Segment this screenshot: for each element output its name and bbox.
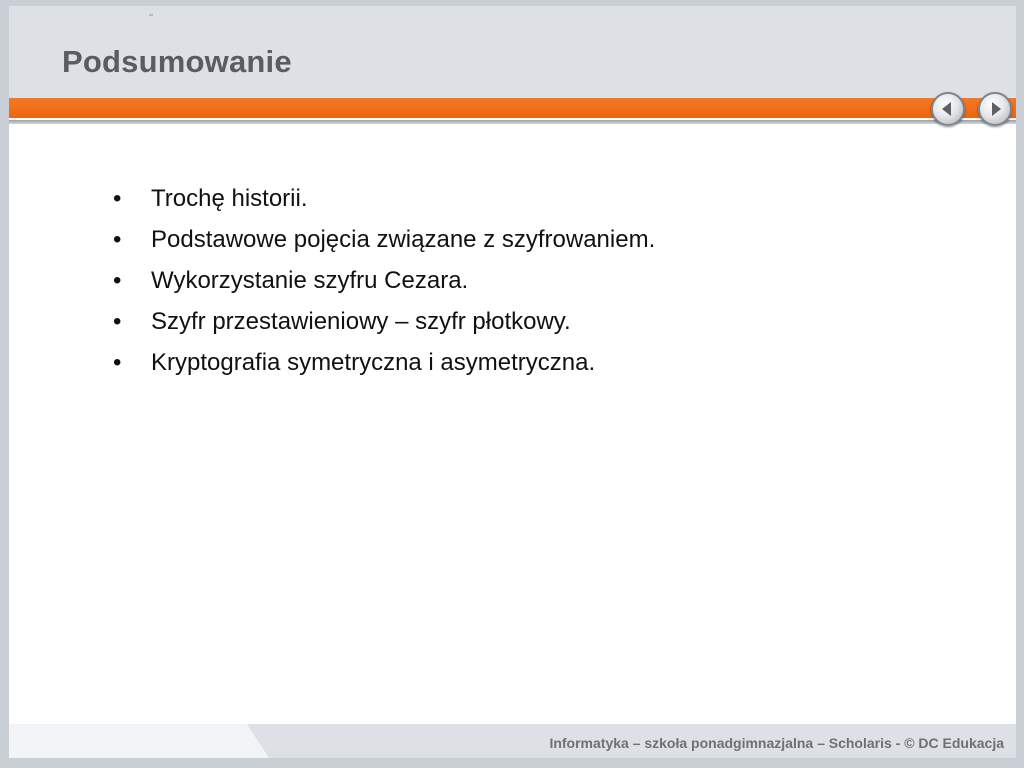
header-mark bbox=[149, 14, 153, 16]
bullet-item bbox=[109, 178, 655, 219]
slide-title: Podsumowanie bbox=[62, 44, 292, 79]
previous-slide-button[interactable] bbox=[931, 92, 965, 126]
slide-header bbox=[9, 6, 1016, 98]
bullet-text: Podstawowe pojęcia związane z szyfrowaniem. bbox=[151, 226, 656, 253]
footer-text: Informatyka – szkoła ponadgimnazjalna – Scholaris - © DC Edukacja bbox=[549, 735, 1004, 751]
bullet-item bbox=[109, 342, 655, 383]
arrow-left-icon bbox=[933, 94, 963, 124]
bullet-text: Szyfr przestawieniowy – szyfr płotkowy. bbox=[151, 308, 571, 335]
bullet-text: Wykorzystanie szyfru Cezara. bbox=[151, 267, 469, 294]
header-divider bbox=[9, 120, 1016, 124]
bullet-dot: • bbox=[113, 226, 122, 253]
bullet-text: Trochę historii. bbox=[151, 185, 308, 212]
accent-bar bbox=[9, 98, 1016, 118]
bullet-dot: • bbox=[113, 267, 122, 294]
bullet-item bbox=[109, 301, 655, 342]
arrow-right-icon bbox=[980, 94, 1010, 124]
bullet-dot: • bbox=[113, 349, 122, 376]
bullet-text: Kryptografia symetryczna i asymetryczna. bbox=[151, 349, 596, 376]
next-slide-button[interactable] bbox=[978, 92, 1012, 126]
slide-frame bbox=[9, 6, 1016, 758]
bullet-dot: • bbox=[113, 308, 122, 335]
bullet-item bbox=[109, 219, 655, 260]
bullet-item bbox=[109, 260, 655, 301]
bullet-dot: • bbox=[113, 185, 122, 212]
bullet-list bbox=[109, 178, 655, 383]
